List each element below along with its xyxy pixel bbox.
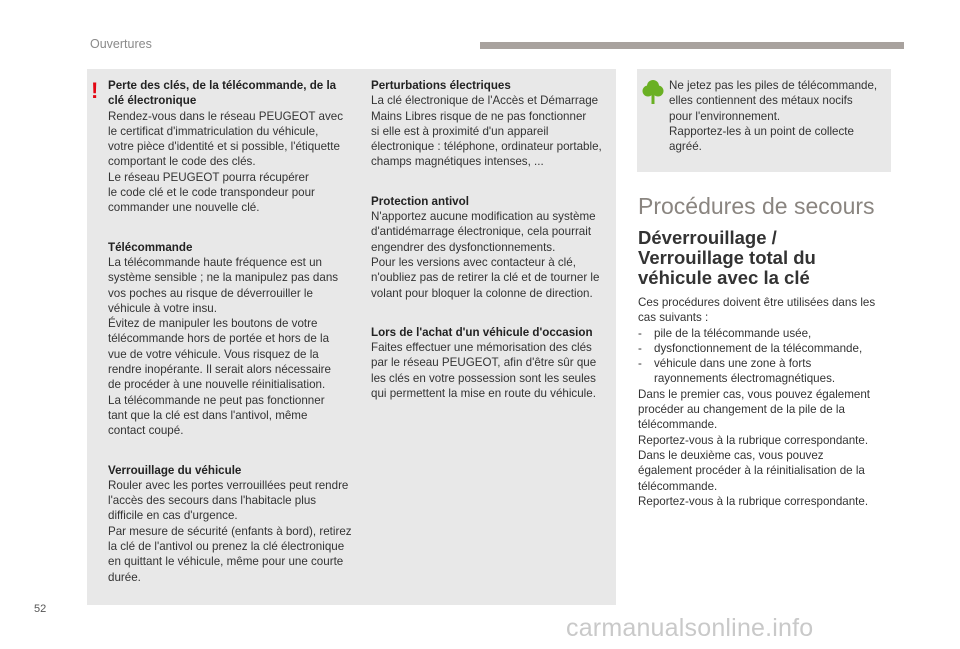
header-bar xyxy=(480,42,904,49)
locking-title: Verrouillage du véhicule xyxy=(108,463,242,477)
used-vehicle-body: Faites effectuer une mémorisation des clés par le réseau PEUGEOT, afin d'être sûr que les clés en votre possession sont les seules qui permettent la mise en route du véhicule. xyxy=(371,341,597,401)
procedures-text xyxy=(638,295,888,509)
remote-title: Télécommande xyxy=(108,240,193,254)
eco-note: Ne jetez pas les piles de télécommande, elles contiennent des métaux nocifs pour l'environnement. Rapportez-les à un point de collecte agréé. xyxy=(669,79,878,154)
procedures-intro: Ces procédures doivent être utilisées dans les cas suivants : xyxy=(638,296,876,325)
procedures-outro: Dans le premier cas, vous pouvez également procéder au changement de la pile de la télécommande. Reportez-vous à la rubrique correspondante. Dans le deuxième cas, vous pouvez également procéder à la réinitialisation de la télécommande. Reportez-vous à la rubrique correspondante. xyxy=(638,387,870,508)
exclamation-warning-icon: ! xyxy=(91,78,99,103)
used-vehicle-title: Lors de l'achat d'un véhicule d'occasion xyxy=(371,325,593,339)
electrical-interference-title: Perturbations électriques xyxy=(371,79,511,92)
cases-list xyxy=(638,326,888,387)
lost-keys-body: Rendez-vous dans le réseau PEUGEOT avec le certificat d'immatriculation du véhicule, votre pièce d'identité et si possible, l'étiquette comportant le code des clés. Le réseau PEUGEOT pourra récupérer le code clé et le code transpondeur pour commander une nouvelle clé. xyxy=(108,109,343,215)
warning-column-2 xyxy=(371,78,611,401)
page-number: 52 xyxy=(34,603,47,615)
anti-theft-title: Protection antivol xyxy=(371,194,469,208)
section-title: Ouvertures xyxy=(90,37,152,51)
list-item: - véhicule dans une zone à forts rayonnements électromagnétiques. xyxy=(638,356,888,387)
warning-column-1 xyxy=(108,78,360,585)
list-item: - pile de la télécommande usée, xyxy=(638,326,888,341)
lost-keys-title: Perte des clés, de la télécommande, de la clé électronique xyxy=(108,79,337,108)
list-item: - dysfonctionnement de la télécommande, xyxy=(638,341,888,356)
watermark: carmanualsonline.info xyxy=(566,614,814,642)
remote-body: La télécommande haute fréquence est un système sensible ; ne la manipulez pas dans vos poches au risque de déverrouiller le véhicule à votre insu. Évitez de manipuler les boutons de votre télécommande hors de portée et hors de la vue de votre véhicule. Vous risquez de la rendre inopérante. Il serait alors nécessaire de procéder à une nouvelle réinitialisation. La télécommande ne peut pas fonctionner tant que la clé est dans l'antivol, même contact coupé. xyxy=(108,255,339,438)
procedures-subheading: Déverrouillage / Verrouillage total du véhicule avec la clé xyxy=(638,227,816,288)
locking-body: Rouler avec les portes verrouillées peut rendre l'accès des secours dans l'habitacle plus difficile en cas d'urgence. Par mesure de sécurité (enfants à bord), retirez la clé de l'antivol ou prenez la clé électronique en quittant le véhicule, même pour une courte durée. xyxy=(108,478,352,584)
anti-theft-body: N'apportez aucune modification au système d'antidémarrage électronique, cela pourrait engendrer des dysfonctionnements. Pour les versions avec contacteur à clé, n'oubliez pas de retirer la clé et de tourner le volant pour bloquer la colonne de direction. xyxy=(371,210,600,300)
electrical-interference-body: La clé électronique de l'Accès et Démarrage Mains Libres risque de ne pas fonctionner si elle est à proximité d'un appareil électronique : téléphone, ordinateur portable, champs magnétiques intenses, ... xyxy=(371,94,602,169)
tree-eco-icon xyxy=(642,79,664,105)
procedures-heading: Procédures de secours xyxy=(638,193,875,219)
